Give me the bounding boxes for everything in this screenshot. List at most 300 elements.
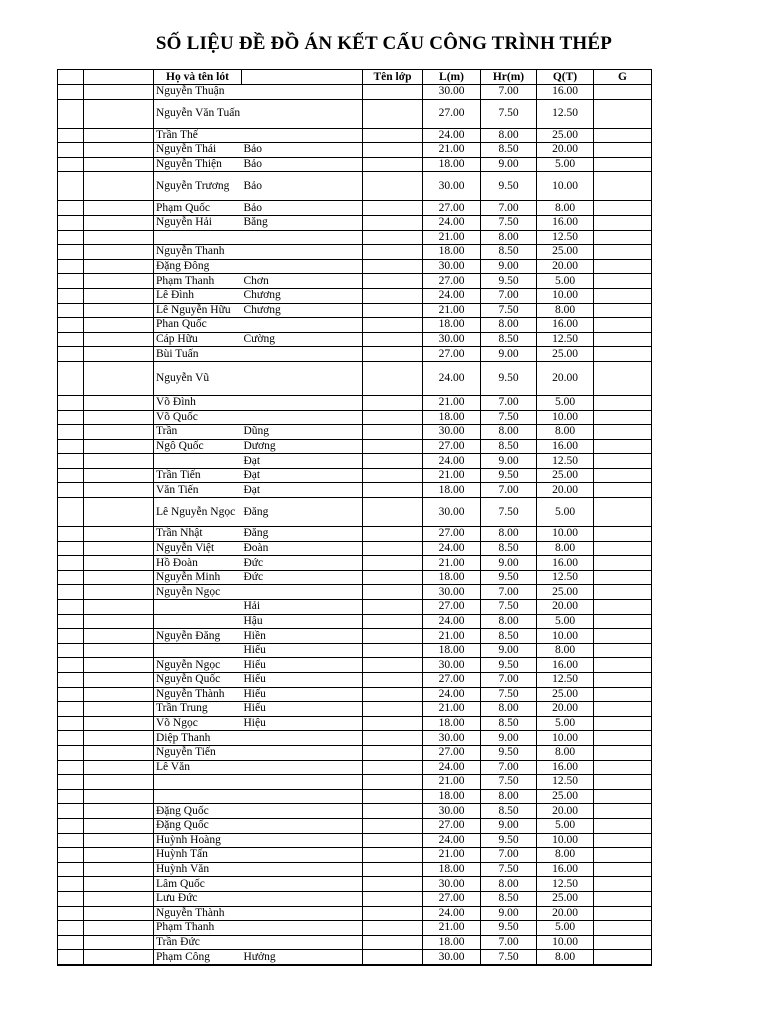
cell-blank-2 — [84, 921, 154, 936]
cell-ho-ten-lot: Nguyễn Hải — [154, 215, 242, 230]
cell-L: 27.00 — [423, 439, 481, 454]
table-row — [58, 673, 652, 688]
table-row — [58, 128, 652, 143]
table-row — [58, 230, 652, 245]
cell-blank-2 — [84, 99, 154, 128]
cell-ten: Đăng — [242, 498, 363, 527]
cell-ten-lop — [363, 288, 423, 303]
cell-ten: Hưởng — [242, 950, 363, 965]
table-row — [58, 410, 652, 425]
cell-blank-1 — [58, 274, 84, 289]
cell-blank-1 — [58, 498, 84, 527]
cell-G — [594, 716, 652, 731]
cell-ten-lop — [363, 745, 423, 760]
cell-L: 27.00 — [423, 527, 481, 542]
cell-ten-lop — [363, 128, 423, 143]
cell-L: 21.00 — [423, 775, 481, 790]
table-row — [58, 215, 652, 230]
cell-Hr: 9.50 — [481, 172, 537, 201]
cell-Hr: 9.00 — [481, 157, 537, 172]
cell-G — [594, 172, 652, 201]
cell-ten-lop — [363, 303, 423, 318]
cell-blank-1 — [58, 775, 84, 790]
cell-ten: Hiền — [242, 629, 363, 644]
table-row — [58, 498, 652, 527]
cell-Hr: 7.50 — [481, 775, 537, 790]
cell-blank-2 — [84, 600, 154, 615]
cell-Q: 12.50 — [537, 454, 594, 469]
cell-ho-ten-lot: Nguyễn Ngọc — [154, 585, 242, 600]
cell-blank-2 — [84, 332, 154, 347]
cell-ten-lop — [363, 804, 423, 819]
table-row — [58, 143, 652, 158]
cell-ten — [242, 395, 363, 410]
cell-L: 27.00 — [423, 99, 481, 128]
cell-G — [594, 673, 652, 688]
cell-L: 18.00 — [423, 935, 481, 950]
cell-ten: Đức — [242, 556, 363, 571]
cell-blank-2 — [84, 128, 154, 143]
cell-Q: 8.00 — [537, 745, 594, 760]
cell-ten-lop — [363, 687, 423, 702]
cell-blank-1 — [58, 716, 84, 731]
cell-ten-lop — [363, 760, 423, 775]
cell-ho-ten-lot: Trần Tiến — [154, 468, 242, 483]
cell-ho-ten-lot — [154, 643, 242, 658]
cell-Hr: 7.00 — [481, 673, 537, 688]
cell-blank-1 — [58, 643, 84, 658]
cell-G — [594, 361, 652, 395]
cell-blank-2 — [84, 862, 154, 877]
cell-ho-ten-lot: Lê Văn — [154, 760, 242, 775]
cell-blank-1 — [58, 950, 84, 965]
table-row — [58, 600, 652, 615]
cell-blank-1 — [58, 361, 84, 395]
table-row — [58, 425, 652, 440]
cell-blank-2 — [84, 259, 154, 274]
cell-ten-lop — [363, 658, 423, 673]
cell-Hr: 7.50 — [481, 498, 537, 527]
table-row — [58, 201, 652, 216]
cell-ten-lop — [363, 332, 423, 347]
cell-blank-1 — [58, 128, 84, 143]
table-row — [58, 702, 652, 717]
cell-ten-lop — [363, 702, 423, 717]
cell-blank-2 — [84, 687, 154, 702]
cell-blank-1 — [58, 833, 84, 848]
cell-Q: 16.00 — [537, 85, 594, 100]
cell-Q: 20.00 — [537, 804, 594, 819]
cell-blank-2 — [84, 395, 154, 410]
table-row — [58, 541, 652, 556]
cell-L: 21.00 — [423, 303, 481, 318]
cell-G — [594, 702, 652, 717]
cell-L: 24.00 — [423, 361, 481, 395]
cell-G — [594, 600, 652, 615]
cell-blank-2 — [84, 629, 154, 644]
cell-L: 27.00 — [423, 673, 481, 688]
cell-blank-2 — [84, 570, 154, 585]
cell-Q: 16.00 — [537, 760, 594, 775]
cell-ten-lop — [363, 483, 423, 498]
cell-Q: 5.00 — [537, 716, 594, 731]
cell-blank-1 — [58, 862, 84, 877]
cell-ten: Chơn — [242, 274, 363, 289]
cell-L: 27.00 — [423, 745, 481, 760]
cell-blank-1 — [58, 804, 84, 819]
table-row — [58, 361, 652, 395]
cell-Hr: 7.00 — [481, 288, 537, 303]
cell-blank-1 — [58, 658, 84, 673]
table-row — [58, 745, 652, 760]
table-row — [58, 172, 652, 201]
cell-Q: 5.00 — [537, 818, 594, 833]
cell-ho-ten-lot: Lê Nguyễn Hữu — [154, 303, 242, 318]
cell-blank-1 — [58, 731, 84, 746]
table-row — [58, 760, 652, 775]
cell-ho-ten-lot: Đặng Quốc — [154, 804, 242, 819]
table-row — [58, 585, 652, 600]
cell-blank-2 — [84, 731, 154, 746]
cell-ho-ten-lot: Hồ Đoàn — [154, 556, 242, 571]
cell-blank-2 — [84, 906, 154, 921]
cell-ten: Hiếu — [242, 673, 363, 688]
cell-blank-1 — [58, 259, 84, 274]
cell-Q: 12.50 — [537, 775, 594, 790]
data-table — [57, 69, 652, 966]
cell-ho-ten-lot: Bùi Tuấn — [154, 347, 242, 362]
cell-ten-lop — [363, 818, 423, 833]
cell-ten-lop — [363, 410, 423, 425]
cell-G — [594, 862, 652, 877]
table-row — [58, 716, 652, 731]
cell-ho-ten-lot: Trần Thế — [154, 128, 242, 143]
cell-blank-1 — [58, 687, 84, 702]
cell-Q: 10.00 — [537, 527, 594, 542]
cell-ho-ten-lot: Nguyễn Vũ — [154, 361, 242, 395]
cell-ten — [242, 318, 363, 333]
cell-Q: 12.50 — [537, 230, 594, 245]
cell-ho-ten-lot: Võ Quốc — [154, 410, 242, 425]
table-row — [58, 877, 652, 892]
cell-G — [594, 157, 652, 172]
cell-Q: 25.00 — [537, 128, 594, 143]
cell-blank-2 — [84, 483, 154, 498]
cell-Hr: 7.00 — [481, 395, 537, 410]
cell-ten-lop — [363, 935, 423, 950]
cell-blank-1 — [58, 877, 84, 892]
cell-blank-1 — [58, 99, 84, 128]
cell-blank-2 — [84, 172, 154, 201]
cell-Hr: 7.50 — [481, 215, 537, 230]
cell-ten-lop — [363, 921, 423, 936]
cell-blank-1 — [58, 303, 84, 318]
cell-Hr: 9.00 — [481, 347, 537, 362]
cell-ho-ten-lot: Võ Ngọc — [154, 716, 242, 731]
cell-blank-1 — [58, 702, 84, 717]
cell-blank-1 — [58, 143, 84, 158]
cell-G — [594, 950, 652, 965]
cell-ho-ten-lot: Đặng Quốc — [154, 818, 242, 833]
cell-blank-2 — [84, 702, 154, 717]
cell-Hr: 8.00 — [481, 702, 537, 717]
cell-ten — [242, 921, 363, 936]
cell-Hr: 9.00 — [481, 556, 537, 571]
cell-blank-1 — [58, 891, 84, 906]
cell-ten — [242, 128, 363, 143]
cell-G — [594, 614, 652, 629]
cell-blank-1 — [58, 85, 84, 100]
cell-L: 30.00 — [423, 731, 481, 746]
cell-L: 24.00 — [423, 128, 481, 143]
cell-Q: 10.00 — [537, 629, 594, 644]
cell-G — [594, 877, 652, 892]
table-row — [58, 332, 652, 347]
cell-blank-1 — [58, 921, 84, 936]
cell-ten: Cường — [242, 332, 363, 347]
cell-blank-1 — [58, 483, 84, 498]
header-Q: Q(T) — [537, 70, 594, 85]
cell-ho-ten-lot: Nguyễn Thái — [154, 143, 242, 158]
cell-blank-1 — [58, 585, 84, 600]
cell-blank-2 — [84, 498, 154, 527]
cell-G — [594, 541, 652, 556]
cell-ten-lop — [363, 245, 423, 260]
cell-ten-lop — [363, 673, 423, 688]
cell-L: 24.00 — [423, 541, 481, 556]
cell-ten: Hiếu — [242, 658, 363, 673]
cell-blank-2 — [84, 288, 154, 303]
cell-L: 27.00 — [423, 201, 481, 216]
cell-ho-ten-lot: Nguyễn Đăng — [154, 629, 242, 644]
cell-ho-ten-lot — [154, 775, 242, 790]
cell-G — [594, 85, 652, 100]
cell-G — [594, 347, 652, 362]
cell-ho-ten-lot: Lâm Quốc — [154, 877, 242, 892]
cell-blank-2 — [84, 541, 154, 556]
cell-blank-1 — [58, 745, 84, 760]
cell-ten-lop — [363, 556, 423, 571]
cell-G — [594, 629, 652, 644]
cell-Hr: 7.00 — [481, 848, 537, 863]
cell-ten: Dũng — [242, 425, 363, 440]
table-row — [58, 318, 652, 333]
cell-G — [594, 274, 652, 289]
cell-Q: 25.00 — [537, 789, 594, 804]
cell-L: 18.00 — [423, 157, 481, 172]
cell-ten-lop — [363, 318, 423, 333]
table-row — [58, 862, 652, 877]
cell-blank-1 — [58, 332, 84, 347]
cell-ten: Đoàn — [242, 541, 363, 556]
cell-Q: 5.00 — [537, 157, 594, 172]
cell-ho-ten-lot: Huỳnh Văn — [154, 862, 242, 877]
cell-blank-2 — [84, 658, 154, 673]
cell-ten: Đăng — [242, 527, 363, 542]
cell-Hr: 9.50 — [481, 468, 537, 483]
table-row — [58, 85, 652, 100]
cell-blank-1 — [58, 935, 84, 950]
cell-L: 18.00 — [423, 643, 481, 658]
cell-L: 24.00 — [423, 614, 481, 629]
cell-Q: 10.00 — [537, 288, 594, 303]
cell-Hr: 9.50 — [481, 274, 537, 289]
table-row — [58, 906, 652, 921]
cell-Hr: 7.50 — [481, 99, 537, 128]
cell-ten — [242, 259, 363, 274]
cell-ten-lop — [363, 570, 423, 585]
cell-blank-2 — [84, 157, 154, 172]
cell-ten — [242, 99, 363, 128]
cell-L: 21.00 — [423, 556, 481, 571]
cell-L: 24.00 — [423, 454, 481, 469]
cell-Hr: 9.50 — [481, 361, 537, 395]
cell-ho-ten-lot: Nguyễn Thành — [154, 687, 242, 702]
cell-G — [594, 468, 652, 483]
cell-blank-2 — [84, 848, 154, 863]
cell-Hr: 7.00 — [481, 85, 537, 100]
cell-ten-lop — [363, 454, 423, 469]
cell-L: 30.00 — [423, 332, 481, 347]
cell-G — [594, 99, 652, 128]
cell-ten-lop — [363, 541, 423, 556]
cell-ten-lop — [363, 906, 423, 921]
cell-ho-ten-lot: Trần Đức — [154, 935, 242, 950]
cell-ho-ten-lot: Nguyễn Thuận — [154, 85, 242, 100]
cell-ho-ten-lot — [154, 600, 242, 615]
cell-ten-lop — [363, 274, 423, 289]
cell-Q: 25.00 — [537, 687, 594, 702]
cell-ten-lop — [363, 230, 423, 245]
header-blank-3 — [242, 70, 363, 85]
header-ten-lop: Tên lớp — [363, 70, 423, 85]
cell-blank-1 — [58, 347, 84, 362]
cell-Q: 10.00 — [537, 935, 594, 950]
cell-blank-2 — [84, 891, 154, 906]
cell-Q: 20.00 — [537, 702, 594, 717]
cell-G — [594, 570, 652, 585]
cell-Hr: 7.00 — [481, 585, 537, 600]
cell-ho-ten-lot: Nguyễn Thanh — [154, 245, 242, 260]
cell-ten — [242, 245, 363, 260]
table-row — [58, 347, 652, 362]
table-row — [58, 833, 652, 848]
cell-ten — [242, 85, 363, 100]
cell-G — [594, 658, 652, 673]
cell-blank-2 — [84, 245, 154, 260]
cell-Hr: 8.50 — [481, 245, 537, 260]
cell-Q: 10.00 — [537, 833, 594, 848]
cell-Q: 25.00 — [537, 245, 594, 260]
cell-G — [594, 818, 652, 833]
cell-ten-lop — [363, 848, 423, 863]
cell-Hr: 8.00 — [481, 614, 537, 629]
cell-ten: Đạt — [242, 468, 363, 483]
cell-L: 30.00 — [423, 950, 481, 965]
table-row — [58, 439, 652, 454]
cell-L: 30.00 — [423, 85, 481, 100]
cell-Q: 12.50 — [537, 332, 594, 347]
cell-L: 27.00 — [423, 600, 481, 615]
cell-ten: Đạt — [242, 483, 363, 498]
cell-L: 21.00 — [423, 395, 481, 410]
cell-blank-2 — [84, 410, 154, 425]
table-row — [58, 570, 652, 585]
cell-ho-ten-lot: Huỳnh Hoàng — [154, 833, 242, 848]
cell-G — [594, 288, 652, 303]
cell-L: 21.00 — [423, 629, 481, 644]
cell-G — [594, 833, 652, 848]
cell-Hr: 8.50 — [481, 332, 537, 347]
cell-Q: 25.00 — [537, 585, 594, 600]
cell-Q: 8.00 — [537, 950, 594, 965]
cell-Q: 25.00 — [537, 347, 594, 362]
table-row — [58, 643, 652, 658]
cell-ten: Đạt — [242, 454, 363, 469]
cell-ten-lop — [363, 201, 423, 216]
cell-ten — [242, 862, 363, 877]
cell-L: 30.00 — [423, 658, 481, 673]
cell-ten: Chương — [242, 288, 363, 303]
cell-Q: 5.00 — [537, 614, 594, 629]
cell-G — [594, 643, 652, 658]
cell-Hr: 8.50 — [481, 143, 537, 158]
cell-Hr: 7.50 — [481, 303, 537, 318]
cell-blank-1 — [58, 288, 84, 303]
cell-blank-2 — [84, 643, 154, 658]
cell-Q: 12.50 — [537, 99, 594, 128]
cell-ten-lop — [363, 789, 423, 804]
cell-blank-2 — [84, 439, 154, 454]
cell-Q: 20.00 — [537, 600, 594, 615]
cell-ten — [242, 818, 363, 833]
cell-L: 18.00 — [423, 570, 481, 585]
table-row — [58, 775, 652, 790]
cell-ten-lop — [363, 361, 423, 395]
cell-L: 24.00 — [423, 687, 481, 702]
cell-ten-lop — [363, 143, 423, 158]
table-row — [58, 658, 652, 673]
cell-G — [594, 128, 652, 143]
cell-Hr: 7.50 — [481, 600, 537, 615]
cell-ten: Bảo — [242, 157, 363, 172]
cell-G — [594, 498, 652, 527]
cell-blank-2 — [84, 230, 154, 245]
cell-blank-2 — [84, 143, 154, 158]
cell-ten — [242, 775, 363, 790]
cell-ten-lop — [363, 629, 423, 644]
cell-ten-lop — [363, 157, 423, 172]
cell-blank-2 — [84, 85, 154, 100]
cell-G — [594, 891, 652, 906]
cell-blank-2 — [84, 833, 154, 848]
cell-L: 18.00 — [423, 483, 481, 498]
cell-ten — [242, 745, 363, 760]
cell-Q: 12.50 — [537, 877, 594, 892]
cell-G — [594, 775, 652, 790]
cell-G — [594, 935, 652, 950]
cell-L: 24.00 — [423, 833, 481, 848]
cell-ten-lop — [363, 614, 423, 629]
cell-ho-ten-lot — [154, 614, 242, 629]
cell-blank-2 — [84, 215, 154, 230]
cell-L: 21.00 — [423, 848, 481, 863]
cell-L: 21.00 — [423, 230, 481, 245]
cell-G — [594, 527, 652, 542]
cell-Hr: 8.50 — [481, 541, 537, 556]
cell-L: 27.00 — [423, 347, 481, 362]
table-row — [58, 789, 652, 804]
